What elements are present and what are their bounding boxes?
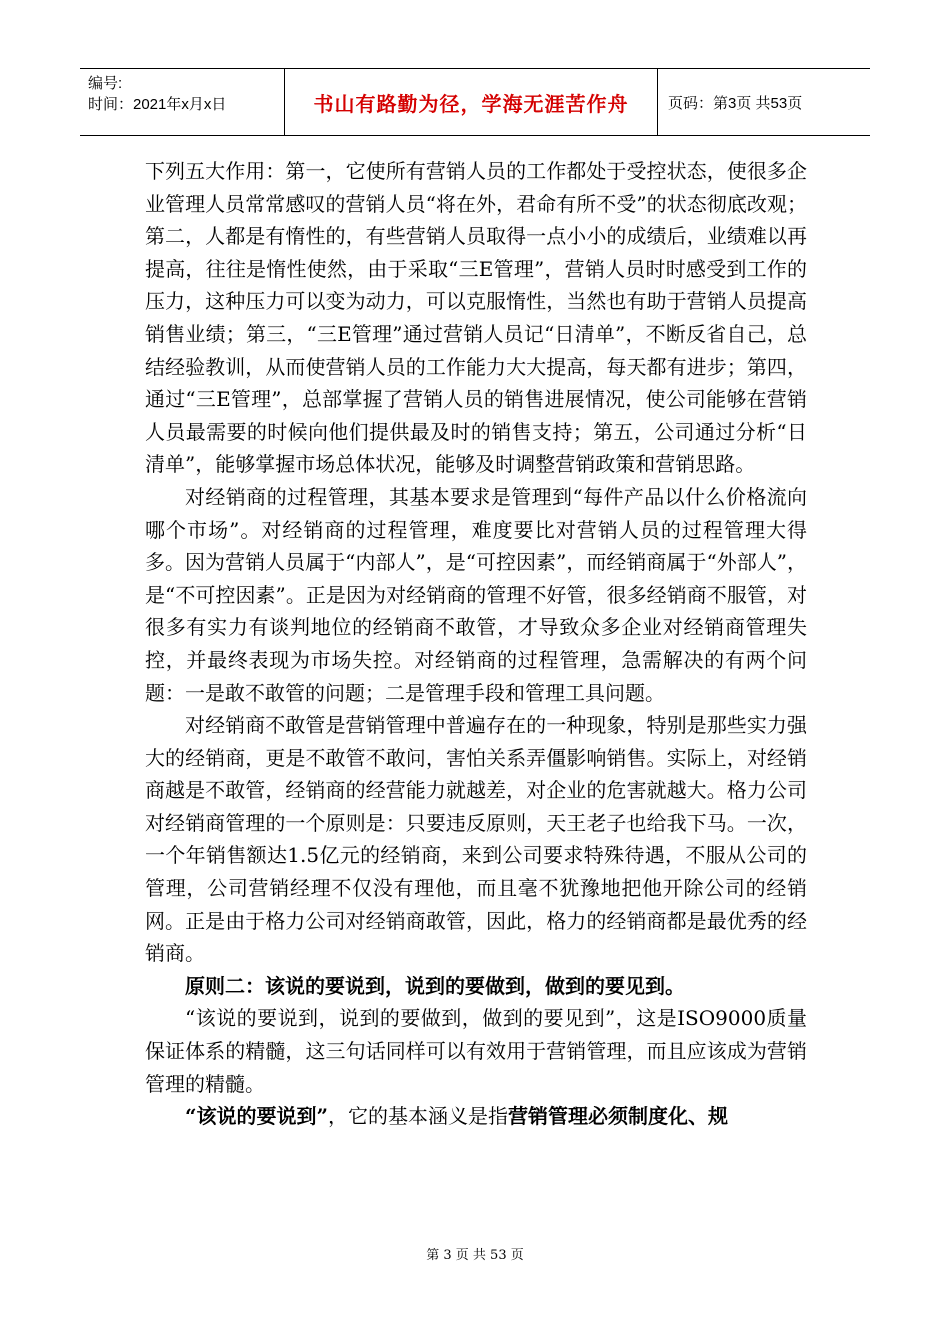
bold-phrase-institutionalize: 营销管理必须制度化、规	[508, 1104, 729, 1129]
normal-phrase: ，它的基本涵义是指	[328, 1104, 509, 1129]
page-footer: 第 3 页 共 53 页	[426, 1248, 524, 1263]
header-page-info: 页码：第3页 共53页	[668, 94, 803, 112]
document-time-label: 时间：2021年x月x日	[88, 96, 227, 113]
document-body	[145, 155, 807, 1133]
document-number-label: 编号:	[88, 75, 123, 92]
bold-phrase-say: “该说的要说到”	[185, 1104, 329, 1129]
paragraph-say-what-should-be-said	[145, 1100, 807, 1133]
header-meta	[80, 69, 285, 135]
page-header	[80, 68, 870, 136]
paragraph-iso9000: “该说的要说到，说到的要做到，做到的要见到”，这是ISO9000质量保证体系的精髓，这三句话同样可以有效用于营销管理，而且应该成为营销管理的精髓。	[145, 1006, 807, 1096]
paragraph-five-functions: 下列五大作用：第一，它使所有营销人员的工作都处于受控状态，使很多企业管理人员常常感叹的营销人员“将在外，君命有所不受”的状态彻底改观；第二，人都是有惰性的，有些营销人员取得一点小小的成绩后，业绩难以再提高，往往是惰性使然，由于采取“三E管理”，营销人员时时感受到工作的压力，这种压力可以变为动力，可以克服惰性，当然也有助于营销人员提高销售业绩；第三，“三E管理”通过营销人员记“日清单”，不断反省自己，总结经验教训，从而使营销人员的工作能力大大提高，每天都有进步；第四，通过“三E管理”，总部掌握了营销人员的销售进展情况，使公司能够在营销人员最需要的时候向他们提供最及时的销售支持；第五，公司通过分析“日清单”，能够掌握市场总体状况，能够及时调整营销政策和营销思路。	[145, 159, 807, 477]
paragraph-dealer-not-dare-manage: 对经销商不敢管是营销管理中普遍存在的一种现象，特别是那些实力强大的经销商，更是不敢管不敢问，害怕关系弄僵影响销售。实际上，对经销商越是不敢管，经销商的经营能力就越差，对企业的危害就越大。格力公司对经销商管理的一个原则是：只要违反原则，天王老子也给我下马。一次，一个年销售额达1.5亿元的经销商，来到公司要求特殊待遇，不服从公司的管理，公司营销经理不仅没有理他，而且毫不犹豫地把他开除公司的经销网。正是由于格力公司对经销商敢管，因此，格力的经销商都是最优秀的经销商。	[145, 713, 807, 966]
principle-two-heading: 原则二：该说的要说到，说到的要做到，做到的要见到。	[185, 973, 685, 998]
header-motto: 书山有路勤为径，学海无涯苦作舟	[285, 69, 658, 135]
paragraph-dealer-process-management: 对经销商的过程管理，其基本要求是管理到“每件产品以什么价格流向哪个市场”。对经销商的过程管理，难度要比对营销人员的过程管理大得多。因为营销人员属于“内部人”，是“可控因素”，而经销商属于“外部人”，是“不可控因素”。正是因为对经销商的管理不好管，很多经销商不服管，对很多有实力有谈判地位的经销商不敢管，才导致众多企业对经销商管理失控，并最终表现为市场失控。对经销商的过程管理，急需解决的有两个问题：一是敢不敢管的问题；二是管理手段和管理工具问题。	[145, 484, 807, 705]
